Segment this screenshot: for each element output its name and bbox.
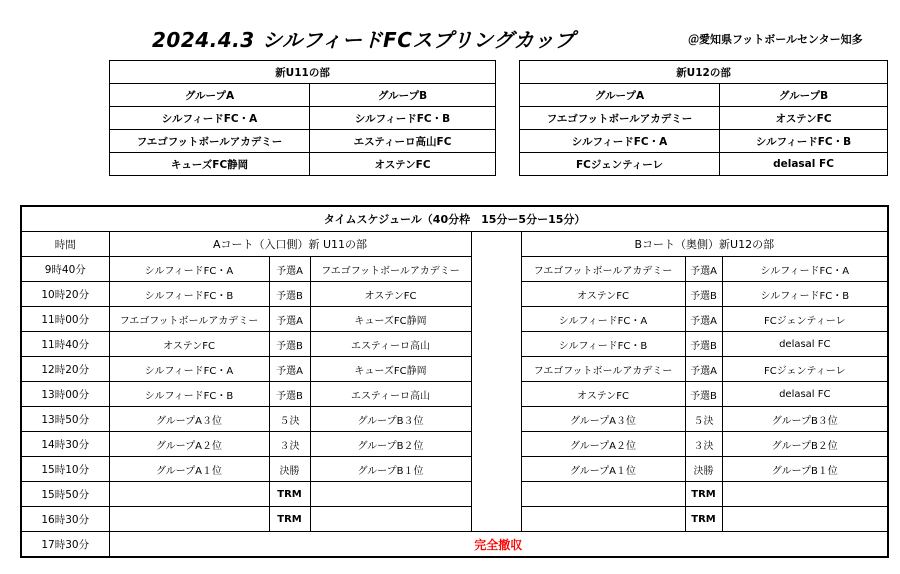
- schedule-row: [21, 357, 888, 382]
- court-gap: [471, 407, 521, 432]
- court-b-round: ５決: [685, 407, 722, 432]
- schedule-row: [21, 507, 888, 532]
- court-gap: [471, 307, 521, 332]
- court-a-team-2: グループB２位: [310, 432, 471, 457]
- u12-group-a-header: グループA: [520, 84, 720, 107]
- court-b-team-1: グループA３位: [521, 407, 685, 432]
- court-gap: [471, 357, 521, 382]
- court-b-header: Bコート（奥側）新U12の部: [521, 232, 888, 257]
- court-a-team-1: シルフィードFC・A: [109, 357, 269, 382]
- u11-group-b-team: オステンFC: [310, 153, 496, 176]
- page-title: 2024.4.3 シルフィードFCスプリングカップ: [152, 28, 575, 52]
- court-a-team-2: グループB３位: [310, 407, 471, 432]
- court-b-team-2: [722, 507, 888, 532]
- court-a-team-1: シルフィードFC・B: [109, 282, 269, 307]
- court-b-team-2: delasal FC: [722, 332, 888, 357]
- schedule-row: [21, 332, 888, 357]
- court-b-round: 予選B: [685, 332, 722, 357]
- time-cell: 9時40分: [21, 257, 109, 282]
- court-b-team-1: シルフィードFC・A: [521, 307, 685, 332]
- time-cell: 12時20分: [21, 357, 109, 382]
- schedule-table: [20, 205, 889, 558]
- court-b-round: 予選B: [685, 282, 722, 307]
- u11-group-b-team: エスティーロ高山FC: [310, 130, 496, 153]
- court-gap: [471, 232, 521, 257]
- court-a-team-2: フエゴフットボールアカデミー: [310, 257, 471, 282]
- court-b-team-1: フエゴフットボールアカデミー: [521, 257, 685, 282]
- court-a-team-2: [310, 482, 471, 507]
- time-cell: 14時30分: [21, 432, 109, 457]
- venue-label: ＠愛知県フットボールセンター知多: [688, 33, 863, 46]
- court-b-round: ３決: [685, 432, 722, 457]
- court-a-round: 予選B: [269, 332, 310, 357]
- court-a-team-1: シルフィードFC・A: [109, 257, 269, 282]
- court-a-round: ５決: [269, 407, 310, 432]
- time-cell: 15時10分: [21, 457, 109, 482]
- u12-group-b-header: グループB: [720, 84, 888, 107]
- court-a-team-1: グループA１位: [109, 457, 269, 482]
- time-cell: 15時50分: [21, 482, 109, 507]
- court-b-team-2: FCジェンティーレ: [722, 307, 888, 332]
- u12-group-a-team: フエゴフットボールアカデミー: [520, 107, 720, 130]
- court-b-team-2: delasal FC: [722, 382, 888, 407]
- court-b-round: 予選A: [685, 307, 722, 332]
- u12-group-a-team: シルフィードFC・A: [520, 130, 720, 153]
- court-b-team-1: シルフィードFC・B: [521, 332, 685, 357]
- u11-group-a-header: グループA: [110, 84, 310, 107]
- schedule-row: [21, 382, 888, 407]
- schedule-row: [21, 307, 888, 332]
- court-gap: [471, 457, 521, 482]
- time-cell: 10時20分: [21, 282, 109, 307]
- court-a-team-2: キューズFC静岡: [310, 307, 471, 332]
- court-a-round: 予選A: [269, 257, 310, 282]
- court-a-round: 予選A: [269, 307, 310, 332]
- time-cell: 13時50分: [21, 407, 109, 432]
- court-a-team-1: フエゴフットボールアカデミー: [109, 307, 269, 332]
- court-a-team-2: エスティーロ高山: [310, 382, 471, 407]
- court-gap: [471, 282, 521, 307]
- court-a-team-2: オステンFC: [310, 282, 471, 307]
- u11-group-a-team: フエゴフットボールアカデミー: [110, 130, 310, 153]
- court-b-team-1: グループA２位: [521, 432, 685, 457]
- time-cell: 11時00分: [21, 307, 109, 332]
- schedule-row: [21, 457, 888, 482]
- schedule-row: [21, 407, 888, 432]
- court-a-round: TRM: [269, 482, 310, 507]
- court-gap: [471, 257, 521, 282]
- time-cell: 13時00分: [21, 382, 109, 407]
- court-b-team-1: グループA１位: [521, 457, 685, 482]
- court-gap: [471, 507, 521, 532]
- court-a-team-1: シルフィードFC・B: [109, 382, 269, 407]
- court-a-round: ３決: [269, 432, 310, 457]
- time-header: 時間: [21, 232, 109, 257]
- schedule-row: [21, 482, 888, 507]
- court-a-round: 決勝: [269, 457, 310, 482]
- court-a-team-2: グループB１位: [310, 457, 471, 482]
- court-a-team-2: キューズFC静岡: [310, 357, 471, 382]
- schedule-row: [21, 257, 888, 282]
- u11-group-b-team: シルフィードFC・B: [310, 107, 496, 130]
- court-a-team-2: エスティーロ高山: [310, 332, 471, 357]
- schedule-row: [21, 432, 888, 457]
- court-a-team-1: [109, 482, 269, 507]
- court-b-team-2: シルフィードFC・B: [722, 282, 888, 307]
- court-a-round: 予選B: [269, 382, 310, 407]
- court-gap: [471, 382, 521, 407]
- court-b-team-2: グループB１位: [722, 457, 888, 482]
- time-cell: 11時40分: [21, 332, 109, 357]
- court-b-round: 予選A: [685, 357, 722, 382]
- court-a-round: 予選A: [269, 357, 310, 382]
- court-b-team-1: オステンFC: [521, 382, 685, 407]
- u12-group-b-team: delasal FC: [720, 153, 888, 176]
- court-b-team-2: [722, 482, 888, 507]
- court-b-round: 予選A: [685, 257, 722, 282]
- u11-group-a-team: シルフィードFC・A: [110, 107, 310, 130]
- court-a-team-1: グループA３位: [109, 407, 269, 432]
- court-b-round: 決勝: [685, 457, 722, 482]
- court-gap: [471, 482, 521, 507]
- u12-group-b-team: シルフィードFC・B: [720, 130, 888, 153]
- court-gap: [471, 332, 521, 357]
- court-b-round: TRM: [685, 507, 722, 532]
- court-b-team-1: フエゴフットボールアカデミー: [521, 357, 685, 382]
- court-a-team-1: [109, 507, 269, 532]
- u11-group-a-team: キューズFC静岡: [110, 153, 310, 176]
- court-a-round: 予選B: [269, 282, 310, 307]
- court-b-team-2: グループB３位: [722, 407, 888, 432]
- court-b-team-1: [521, 482, 685, 507]
- court-a-team-1: グループA２位: [109, 432, 269, 457]
- court-a-round: TRM: [269, 507, 310, 532]
- final-time-cell: 17時30分: [21, 532, 109, 558]
- court-b-team-2: FCジェンティーレ: [722, 357, 888, 382]
- court-b-team-2: グループB２位: [722, 432, 888, 457]
- court-gap: [471, 432, 521, 457]
- court-a-header: Aコート（入口側）新 U11の部: [109, 232, 471, 257]
- court-a-team-2: [310, 507, 471, 532]
- final-status: 完全撤収: [109, 532, 888, 558]
- court-a-team-1: オステンFC: [109, 332, 269, 357]
- u12-title: 新U12の部: [520, 61, 888, 84]
- u11-title: 新U11の部: [110, 61, 496, 84]
- u12-group-b-team: オステンFC: [720, 107, 888, 130]
- u12-group-a-team: FCジェンティーレ: [520, 153, 720, 176]
- court-b-round: TRM: [685, 482, 722, 507]
- court-b-team-1: [521, 507, 685, 532]
- u11-group-table: [109, 60, 496, 176]
- court-b-team-1: オステンFC: [521, 282, 685, 307]
- u12-group-table: [519, 60, 888, 176]
- court-b-team-2: シルフィードFC・A: [722, 257, 888, 282]
- court-b-round: 予選B: [685, 382, 722, 407]
- schedule-row: [21, 282, 888, 307]
- final-row: [21, 532, 888, 558]
- schedule-title: タイムスケジュール（40分枠 15分ー5分ー15分）: [21, 206, 888, 232]
- u11-group-b-header: グループB: [310, 84, 496, 107]
- time-cell: 16時30分: [21, 507, 109, 532]
